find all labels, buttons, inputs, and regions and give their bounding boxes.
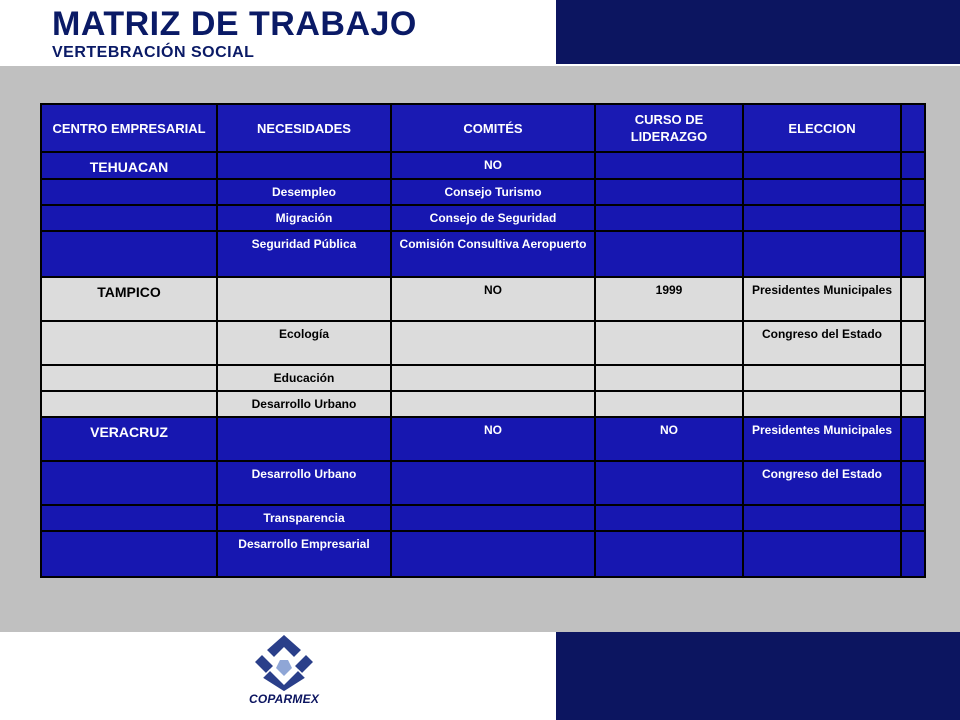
table-cell — [595, 321, 743, 365]
center-name-cell — [41, 321, 217, 365]
table-cell: 1999 — [595, 277, 743, 321]
table-cell — [391, 365, 595, 391]
table-cell — [391, 531, 595, 577]
table-cell: Migración — [217, 205, 391, 231]
page-subtitle: VERTEBRACIÓN SOCIAL — [52, 44, 255, 61]
empty-column-cell — [901, 505, 925, 531]
table-row — [41, 152, 925, 179]
table-cell: NO — [391, 277, 595, 321]
table-cell — [595, 179, 743, 205]
table-row — [41, 321, 925, 365]
table-cell — [595, 531, 743, 577]
table-cell: Desarrollo Urbano — [217, 391, 391, 417]
table-cell — [743, 152, 901, 179]
center-name-cell: TEHUACAN — [41, 152, 217, 179]
table-cell — [743, 205, 901, 231]
table-cell — [391, 321, 595, 365]
header-cell: ELECCION — [743, 104, 901, 152]
table-row — [41, 417, 925, 461]
table-cell — [743, 231, 901, 277]
table-cell — [743, 391, 901, 417]
work-matrix-table — [40, 103, 926, 578]
table-cell: Congreso del Estado — [743, 461, 901, 505]
center-name-cell — [41, 179, 217, 205]
table-cell: Presidentes Municipales — [743, 417, 901, 461]
table-cell — [743, 531, 901, 577]
empty-column-cell — [901, 461, 925, 505]
empty-column-cell — [901, 277, 925, 321]
table-cell — [743, 505, 901, 531]
table-cell — [391, 505, 595, 531]
table-row — [41, 461, 925, 505]
empty-column-cell — [901, 104, 925, 152]
table-cell — [595, 391, 743, 417]
title-block — [52, 4, 417, 62]
coparmex-logo-icon — [240, 628, 328, 694]
table-cell — [217, 277, 391, 321]
table-cell — [217, 417, 391, 461]
table-cell — [743, 179, 901, 205]
table-cell: Transparencia — [217, 505, 391, 531]
table-row — [41, 277, 925, 321]
table-cell: Desarrollo Urbano — [217, 461, 391, 505]
header-cell: CURSO DE LIDERAZGO — [595, 104, 743, 152]
table-row — [41, 531, 925, 577]
table-cell: Ecología — [217, 321, 391, 365]
center-name-cell — [41, 531, 217, 577]
table-cell: NO — [391, 152, 595, 179]
empty-column-cell — [901, 179, 925, 205]
page-title: MATRIZ DE TRABAJO — [52, 5, 417, 43]
table-header-row — [41, 104, 925, 152]
table-cell — [595, 231, 743, 277]
table-cell: Seguridad Pública — [217, 231, 391, 277]
table-cell: Consejo Turismo — [391, 179, 595, 205]
header-cell: NECESIDADES — [217, 104, 391, 152]
empty-column-cell — [901, 365, 925, 391]
empty-column-cell — [901, 321, 925, 365]
center-name-cell — [41, 505, 217, 531]
logo-text: COPARMEX — [248, 692, 320, 706]
table-cell: Congreso del Estado — [743, 321, 901, 365]
center-name-cell: VERACRUZ — [41, 417, 217, 461]
table-cell — [217, 152, 391, 179]
table-cell — [595, 152, 743, 179]
table-row — [41, 505, 925, 531]
empty-column-cell — [901, 152, 925, 179]
center-name-cell — [41, 391, 217, 417]
center-name-cell: TAMPICO — [41, 277, 217, 321]
empty-column-cell — [901, 391, 925, 417]
table-row — [41, 205, 925, 231]
table-cell — [391, 391, 595, 417]
table-cell: NO — [391, 417, 595, 461]
header-navy-block — [556, 0, 960, 64]
table-cell: Presidentes Municipales — [743, 277, 901, 321]
empty-column-cell — [901, 531, 925, 577]
center-name-cell — [41, 205, 217, 231]
table-cell — [595, 205, 743, 231]
table-row — [41, 231, 925, 277]
empty-column-cell — [901, 231, 925, 277]
center-name-cell — [41, 231, 217, 277]
empty-column-cell — [901, 205, 925, 231]
table-cell: NO — [595, 417, 743, 461]
footer-navy-block — [556, 632, 960, 720]
table-row — [41, 365, 925, 391]
center-name-cell — [41, 461, 217, 505]
table-row — [41, 179, 925, 205]
table-cell: Comisión Consultiva Aeropuerto — [391, 231, 595, 277]
empty-column-cell — [901, 417, 925, 461]
table-cell: Desarrollo Empresarial — [217, 531, 391, 577]
table-cell: Desempleo — [217, 179, 391, 205]
coparmex-logo — [240, 628, 328, 710]
table-cell — [595, 505, 743, 531]
table-cell — [595, 365, 743, 391]
table-cell — [391, 461, 595, 505]
table-cell: Consejo de Seguridad — [391, 205, 595, 231]
center-name-cell — [41, 365, 217, 391]
table-row — [41, 391, 925, 417]
table-cell — [743, 365, 901, 391]
header-cell: CENTRO EMPRESARIAL — [41, 104, 217, 152]
header-cell: COMITÉS — [391, 104, 595, 152]
table-cell: Educación — [217, 365, 391, 391]
table-cell — [595, 461, 743, 505]
